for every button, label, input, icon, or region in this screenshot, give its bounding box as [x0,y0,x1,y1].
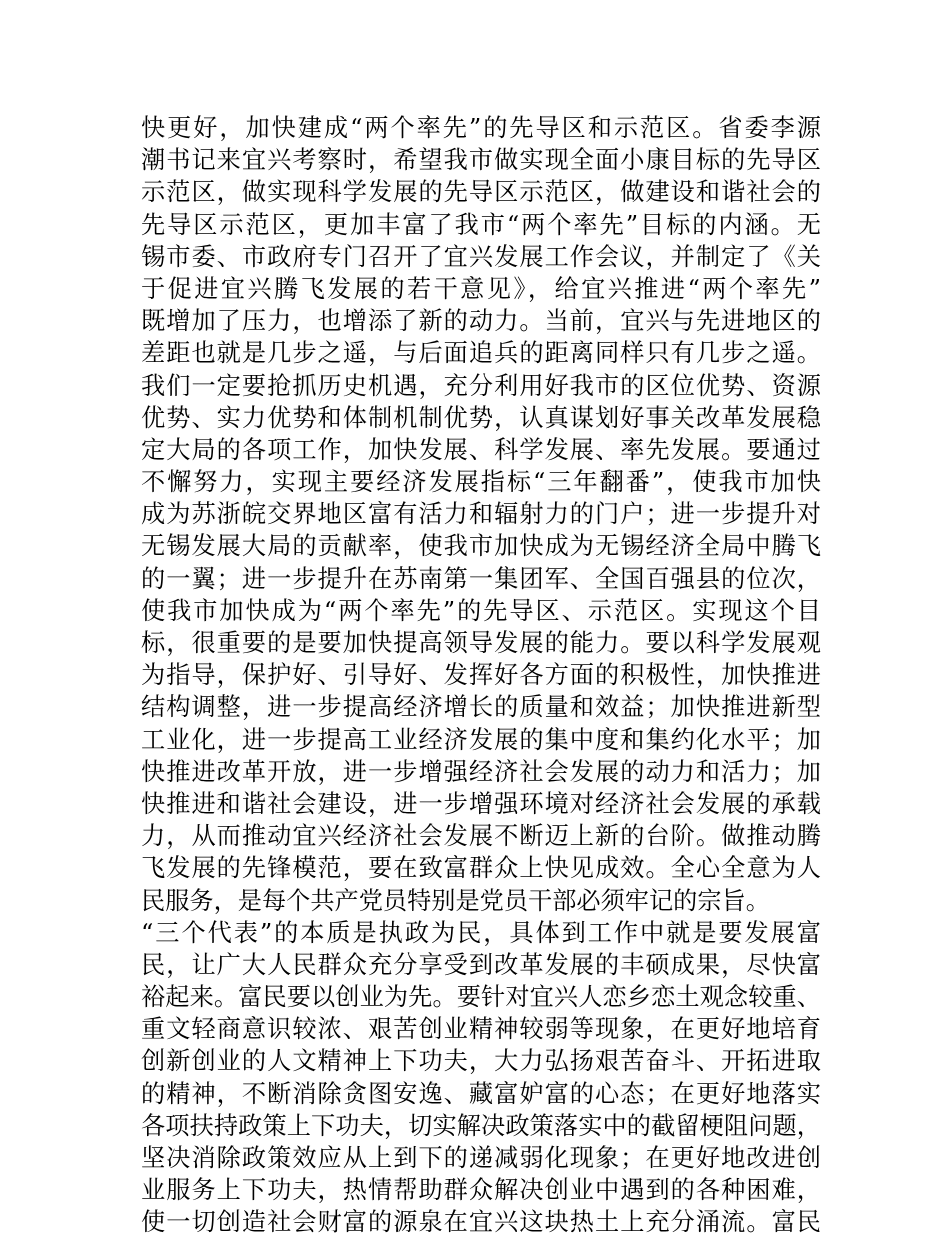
text-line: 重文轻商意识较浓、艰苦创业精神较弱等现象，在更好地培育 [141,1015,821,1044]
text-line: 结构调整，进一步提高经济增长的质量和效益；加快推进新型 [141,693,821,722]
text-line: 潮书记来宜兴考察时，希望我市做实现全面小康目标的先导区 [141,146,821,175]
text-line: 快推进改革开放，进一步增强经济社会发展的动力和活力；加 [141,757,821,786]
text-line: 标，很重要的是要加快提高领导发展的能力。要以科学发展观 [141,629,821,657]
text-line: 使我市加快成为“两个率先”的先导区、示范区。实现这个目 [141,596,821,625]
text-line: 定大局的各项工作，加快发展、科学发展、率先发展。要通过 [141,435,821,464]
text-line: 于促进宜兴腾飞发展的若干意见》，给宜兴推进“两个率先” [141,274,821,303]
text-line: 创新创业的人文精神上下功夫，大力弘扬艰苦奋斗、开拓进取 [141,1047,821,1076]
text-line: 示范区，做实现科学发展的先导区示范区，做建设和谐社会的 [141,178,821,207]
text-line: 不懈努力，实现主要经济发展指标“三年翻番”，使我市加快 [141,468,821,497]
text-line: 差距也就是几步之遥，与后面追兵的距离同样只有几步之遥。 [141,339,821,368]
text-line: 民服务，是每个共产党员特别是党员干部必须牢记的宗旨。 [141,886,770,915]
text-line: 各项扶持政策上下功夫，切实解决政策落实中的截留梗阻问题， [141,1111,821,1140]
text-line: 的精神，不断消除贪图安逸、藏富妒富的心态；在更好地落实 [141,1079,821,1108]
text-line: 裕起来。富民要以创业为先。要针对宜兴人恋乡恋土观念较重、 [141,983,821,1012]
text-line: 我们一定要抢抓历史机遇，充分利用好我市的区位优势、资源 [141,371,821,400]
text-line: 坚决消除政策效应从上到下的递减弱化现象；在更好地改进创 [141,1144,821,1172]
text-line: 飞发展的先锋模范，要在致富群众上快见成效。全心全意为人 [141,854,821,883]
text-line: 锡市委、市政府专门召开了宜兴发展工作会议，并制定了《关 [141,242,821,271]
text-line: 优势、实力优势和体制机制优势，认真谋划好事关改革发展稳 [141,403,821,432]
text-line: 为指导，保护好、引导好、发挥好各方面的积极性，加快推进 [141,661,821,690]
text-line: 无锡发展大局的贡献率，使我市加快成为无锡经济全局中腾飞 [141,532,821,561]
text-line: 民，让广大人民群众充分享受到改革发展的丰硕成果，尽快富 [141,950,821,979]
text-line: 既增加了压力，也增添了新的动力。当前，宜兴与先进地区的 [141,307,821,336]
text-line: 的一翼；进一步提升在苏南第一集团军、全国百强县的位次， [141,564,821,593]
text-line: “三个代表”的本质是执政为民，具体到工作中就是要发展富 [141,918,821,947]
body-text [141,112,821,1239]
text-line: 快更好，加快建成“两个率先”的先导区和示范区。省委李源 [141,114,821,142]
text-line: 工业化，进一步提高工业经济发展的集中度和集约化水平；加 [141,725,821,754]
text-line: 业服务上下功夫，热情帮助群众解决创业中遇到的各种困难， [141,1176,821,1205]
text-line: 快推进和谐社会建设，进一步增强环境对经济社会发展的承载 [141,789,821,818]
text-line: 成为苏浙皖交界地区富有活力和辐射力的门户；进一步提升对 [141,500,821,529]
text-line: 先导区示范区，更加丰富了我市“两个率先”目标的内涵。无 [141,210,821,239]
text-line: 力，从而推动宜兴经济社会发展不断迈上新的台阶。做推动腾 [141,822,821,851]
text-line: 使一切创造社会财富的源泉在宜兴这块热土上充分涌流。富民 [141,1208,821,1237]
